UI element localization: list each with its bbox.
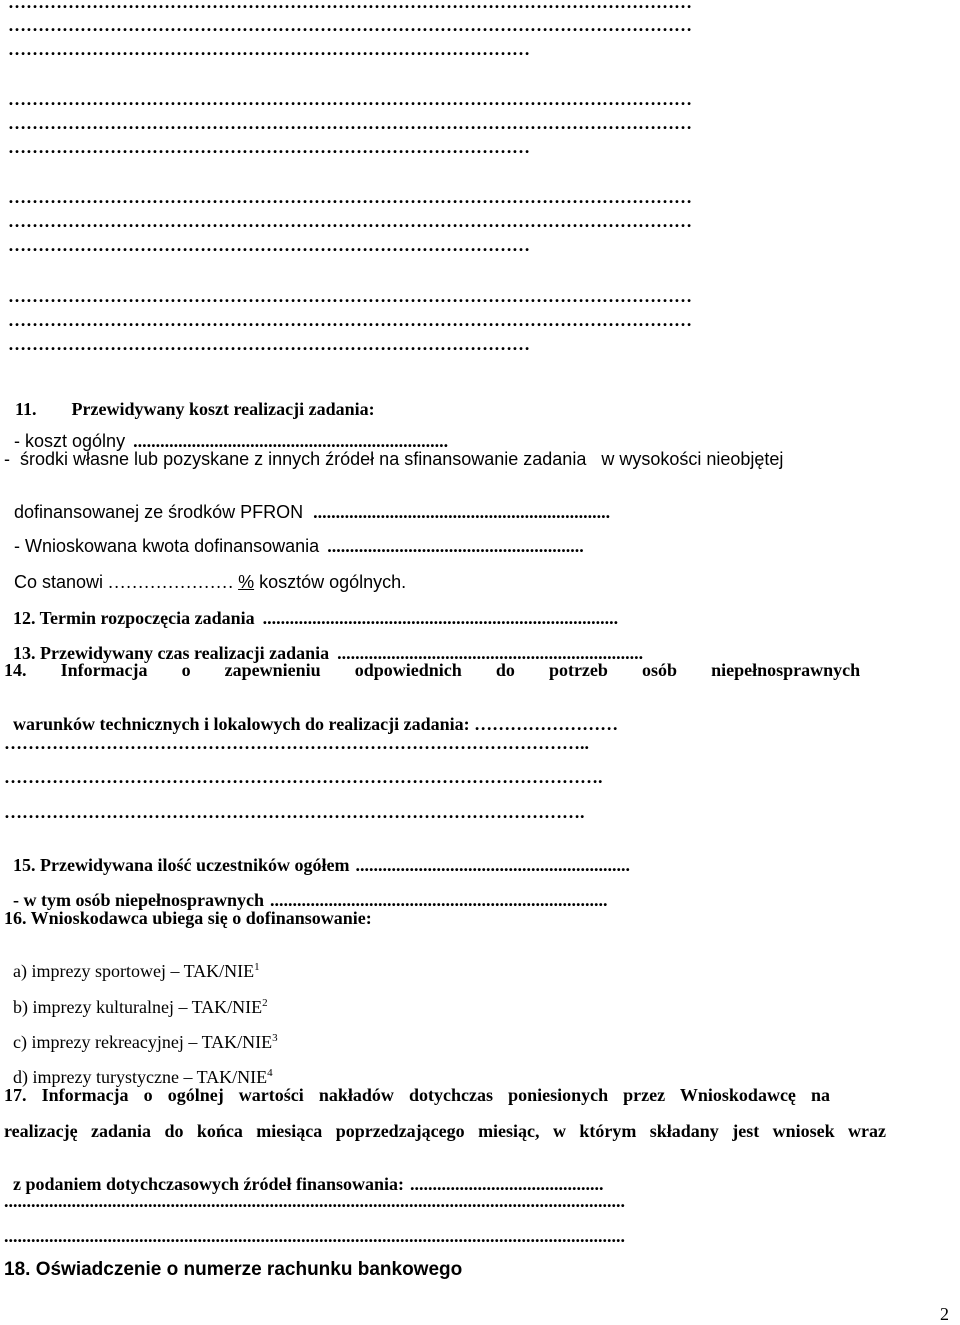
field-label: Co stanowi bbox=[14, 572, 104, 592]
srodki-line1: - środki własne lub pozyskane z innych źródeł na sfinansowanie zadania w wysokości nieobjętej bbox=[4, 449, 784, 469]
dotted-line[interactable]: .......................................................................................................................................... bbox=[4, 1226, 625, 1246]
dotted-line: …………………………………………………………………………………………………… bbox=[8, 15, 692, 35]
field-label: 15. Przewidywana ilość uczestników ogółem bbox=[13, 855, 350, 875]
field-label: 13. Przewidywany czas realizacji zadania bbox=[13, 643, 330, 663]
option-label: a) imprezy sportowej – TAK/NIE bbox=[13, 961, 255, 981]
dotted-line: …………………………………………………………………………………………………… bbox=[8, 286, 692, 306]
dotted-line: …………………………………………………………………………… bbox=[8, 39, 530, 59]
field-suffix: kosztów ogólnych. bbox=[254, 572, 407, 592]
section-15-row bbox=[4, 838, 630, 874]
fill-in-dots[interactable]: .................................................................... bbox=[337, 643, 644, 663]
option-label: d) imprezy turystyczne – TAK/NIE bbox=[13, 1067, 268, 1087]
field-label: - Wnioskowana kwota dofinansowania bbox=[14, 536, 320, 556]
word: przez bbox=[623, 1085, 666, 1105]
page-number: 2 bbox=[940, 1304, 949, 1324]
word: niepełnosprawnych bbox=[711, 660, 861, 680]
word: na bbox=[811, 1085, 831, 1105]
fill-in-dots[interactable]: ........................................... bbox=[410, 1174, 604, 1194]
fill-in-dots[interactable]: ...................................................................... bbox=[133, 431, 449, 451]
word: dotychczas bbox=[408, 1085, 493, 1105]
section-11-heading bbox=[6, 382, 375, 418]
dotted-line[interactable]: .......................................................................................................................................... bbox=[4, 1191, 625, 1211]
word: wraz bbox=[848, 1121, 887, 1141]
word: w bbox=[552, 1121, 566, 1141]
srodki-row bbox=[4, 485, 610, 521]
dotted-line: …………………………………………………………………………………………………… bbox=[8, 0, 692, 12]
option-item bbox=[4, 1015, 278, 1051]
field-label: - w tym osób niepełnosprawnych bbox=[13, 890, 265, 910]
fill-in-dots[interactable]: ......................................................... bbox=[327, 536, 584, 556]
co-stanowi-row bbox=[4, 555, 406, 591]
option-item bbox=[4, 1050, 273, 1086]
percent-sign: % bbox=[238, 572, 255, 592]
word: osób bbox=[641, 660, 677, 680]
word: Informacja bbox=[60, 660, 148, 680]
dotted-line: …………………………………………………………………………………………………… bbox=[8, 187, 692, 207]
word: składany bbox=[649, 1121, 719, 1141]
section-12-row bbox=[4, 591, 618, 627]
word: do bbox=[164, 1121, 184, 1141]
word: zadania bbox=[91, 1121, 152, 1141]
section-17-line2 bbox=[4, 1122, 886, 1140]
footnote-mark: 3 bbox=[272, 1032, 278, 1044]
dotted-line: …………………………………………………………………………………………………… bbox=[8, 89, 692, 109]
fill-in-dots[interactable]: ………………… bbox=[103, 572, 239, 592]
word: potrzeb bbox=[548, 660, 608, 680]
section-18-heading: 18. Oświadczenie o numerze rachunku bankowego bbox=[4, 1259, 463, 1280]
word: o bbox=[143, 1085, 153, 1105]
section-number: 17. bbox=[4, 1085, 27, 1105]
option-label: b) imprezy kulturalnej – TAK/NIE bbox=[13, 997, 263, 1017]
section-17-line3 bbox=[4, 1157, 604, 1193]
dotted-line[interactable]: …………………………………………………………………………………….. bbox=[4, 733, 589, 753]
word: którym bbox=[579, 1121, 637, 1141]
wnioskowana-row bbox=[4, 519, 584, 555]
word: do bbox=[495, 660, 515, 680]
fill-in-dots[interactable]: ............................................................................... bbox=[262, 608, 619, 628]
word: realizację bbox=[4, 1121, 78, 1141]
word: miesiąca bbox=[256, 1121, 323, 1141]
dotted-line[interactable]: ……………………………………………………………………………………. bbox=[4, 802, 585, 822]
footnote-mark: 2 bbox=[262, 997, 268, 1009]
option-label: c) imprezy rekreacyjnej – TAK/NIE bbox=[13, 1032, 273, 1052]
fill-in-dots[interactable]: …………………… bbox=[469, 714, 619, 734]
dotted-line: …………………………………………………………………………… bbox=[8, 334, 530, 354]
section-15-sub-row bbox=[4, 873, 608, 909]
word: poprzedzającego bbox=[335, 1121, 465, 1141]
word: wartości bbox=[238, 1085, 304, 1105]
koszt-ogolny-row bbox=[4, 414, 448, 450]
option-item bbox=[4, 944, 260, 980]
section-number: 14. bbox=[4, 660, 27, 680]
word: ogólnej bbox=[167, 1085, 224, 1105]
word: Informacja bbox=[41, 1085, 129, 1105]
footnote-mark: 4 bbox=[267, 1067, 273, 1079]
word: końca bbox=[196, 1121, 243, 1141]
dotted-line: …………………………………………………………………………………………………… bbox=[8, 211, 692, 231]
section-16-heading: 16. Wnioskodawca ubiega się o dofinansowanie: bbox=[4, 908, 372, 928]
field-label: 12. Termin rozpoczęcia zadania bbox=[13, 608, 255, 628]
word: jest bbox=[732, 1121, 760, 1141]
fill-in-dots[interactable]: ........................................................................... bbox=[270, 890, 608, 910]
field-label: z podaniem dotychczasowych źródeł finansowania: bbox=[13, 1174, 404, 1194]
word: Wnioskodawcę bbox=[679, 1085, 796, 1105]
footnote-mark: 1 bbox=[254, 961, 260, 973]
fill-in-dots[interactable]: .................................................................. bbox=[313, 502, 611, 522]
field-label: - koszt ogólny bbox=[14, 431, 126, 451]
word: wniosek bbox=[772, 1121, 835, 1141]
section-14-line1 bbox=[4, 661, 860, 679]
section-title: Przewidywany koszt realizacji zadania: bbox=[71, 399, 375, 419]
word: nakładów bbox=[318, 1085, 394, 1105]
word: poniesionych bbox=[508, 1085, 609, 1105]
dotted-line: …………………………………………………………………………… bbox=[8, 235, 530, 255]
word: odpowiednich bbox=[354, 660, 462, 680]
dotted-line: …………………………………………………………………………………………………… bbox=[8, 310, 692, 330]
option-item bbox=[4, 980, 268, 1016]
word: zapewnieniu bbox=[224, 660, 321, 680]
dotted-line: …………………………………………………………………………………………………… bbox=[8, 113, 692, 133]
fill-in-dots[interactable]: ............................................................. bbox=[355, 855, 630, 875]
section-14-line2 bbox=[4, 697, 618, 733]
field-label: warunków technicznych i lokalowych do realizacji zadania: bbox=[13, 714, 470, 734]
dotted-line[interactable]: ………………………………………………………………………………………. bbox=[4, 767, 603, 787]
word: o bbox=[181, 660, 191, 680]
dotted-line: …………………………………………………………………………… bbox=[8, 137, 530, 157]
word: miesiąc, bbox=[478, 1121, 540, 1141]
section-13-row bbox=[4, 626, 643, 662]
field-label: dofinansowanej ze środków PFRON bbox=[14, 502, 304, 522]
section-number: 11. bbox=[15, 399, 37, 419]
section-17-line1 bbox=[4, 1086, 830, 1104]
